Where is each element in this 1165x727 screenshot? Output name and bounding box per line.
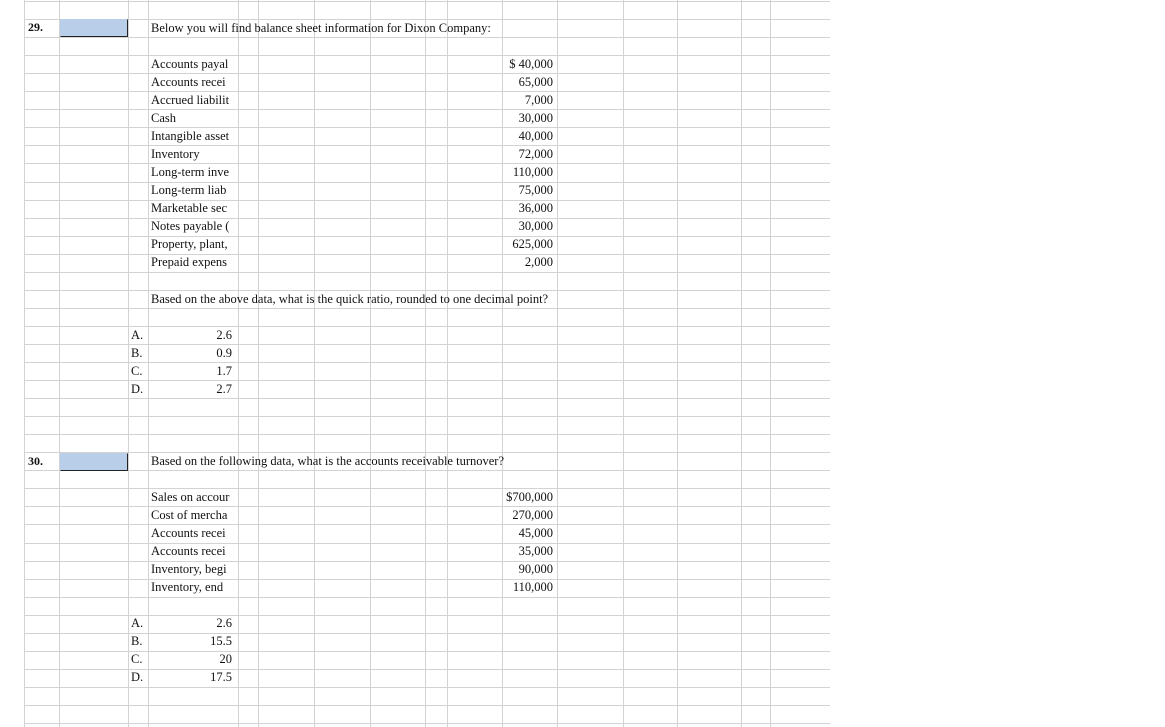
item-value: 90,000 [518, 562, 553, 576]
grid-col-line [314, 0, 315, 727]
grid-row-line [24, 1, 830, 2]
grid-col-line [741, 0, 742, 727]
question-text: Based on the above data, what is the quick ratio, rounded to one decimal point? [151, 292, 549, 306]
grid-row-line [24, 73, 830, 74]
item-label: Inventory [151, 147, 200, 161]
grid-row-line [24, 416, 830, 417]
choice-letter: C. [131, 364, 143, 378]
choice-value[interactable]: 15.5 [210, 634, 232, 648]
grid-row-line [24, 109, 830, 110]
grid-row-line [24, 127, 830, 128]
grid-col-line [238, 0, 239, 727]
grid-row-line [24, 218, 830, 219]
grid-row-line [24, 488, 830, 489]
choice-letter: B. [131, 634, 143, 648]
choice-letter: A. [131, 616, 144, 630]
item-label: Accounts recei [151, 75, 226, 89]
question-number: 29. [28, 20, 43, 34]
grid-row-line [24, 163, 830, 164]
item-label: Accounts recei [151, 526, 226, 540]
item-label: Long-term inve [151, 165, 230, 179]
item-label: Sales on accour [151, 490, 230, 504]
item-label: Inventory, end [151, 580, 224, 594]
choice-letter: B. [131, 346, 143, 360]
item-value: 2,000 [524, 255, 553, 269]
grid-col-line [258, 0, 259, 727]
item-value: 625,000 [512, 237, 553, 251]
grid-row-line [24, 37, 830, 38]
item-value: 40,000 [518, 129, 553, 143]
item-label: Long-term liab [151, 183, 227, 197]
grid-row-line [24, 55, 830, 56]
grid-col-line [425, 0, 426, 727]
item-value: 30,000 [518, 111, 553, 125]
grid-row-line [24, 308, 830, 309]
item-value: $700,000 [506, 490, 553, 504]
choice-letter: D. [131, 670, 144, 684]
grid-row-line [24, 524, 830, 525]
grid-col-line [24, 0, 25, 727]
grid-row-line [24, 200, 830, 201]
choice-value[interactable]: 2.7 [216, 382, 232, 396]
grid-row-line [24, 579, 830, 580]
item-label: Prepaid expens [151, 255, 228, 269]
item-label: Accrued liabilit [151, 93, 230, 107]
question-number: 30. [28, 454, 43, 468]
grid-row-line [24, 434, 830, 435]
item-label: Intangible asset [151, 129, 230, 143]
choice-letter: A. [131, 328, 144, 342]
grid-col-line [59, 0, 60, 727]
item-value: 110,000 [512, 165, 553, 179]
grid-col-line [623, 0, 624, 727]
choice-value[interactable]: 2.6 [216, 328, 232, 342]
grid-row-line [24, 145, 830, 146]
choice-value[interactable]: 1.7 [216, 364, 232, 378]
choice-value[interactable]: 2.6 [216, 616, 232, 630]
answer-input-29[interactable] [60, 19, 128, 37]
grid-row-line [24, 91, 830, 92]
item-value: 35,000 [518, 544, 553, 558]
blank-margin [830, 0, 1165, 727]
grid-col-line [770, 0, 771, 727]
item-label: Marketable sec [151, 201, 228, 215]
item-value: 270,000 [512, 508, 553, 522]
grid-col-line [128, 0, 129, 727]
item-label: Notes payable ( [151, 219, 230, 233]
choice-letter: C. [131, 652, 143, 666]
item-value: 7,000 [524, 93, 553, 107]
grid-row-line [24, 561, 830, 562]
choice-letter: D. [131, 382, 144, 396]
item-label: Accounts payal [151, 57, 229, 71]
grid-row-line [24, 597, 830, 598]
choice-value[interactable]: 20 [219, 652, 232, 666]
item-value: 110,000 [512, 580, 553, 594]
choice-value[interactable]: 17.5 [210, 670, 232, 684]
grid-row-line [24, 705, 830, 706]
item-value: $ 40,000 [509, 57, 553, 71]
grid-row-line [24, 236, 830, 237]
choice-value[interactable]: 0.9 [216, 346, 232, 360]
grid-row-line [24, 398, 830, 399]
grid-row-line [24, 506, 830, 507]
item-label: Property, plant, [151, 237, 228, 251]
grid-col-line [370, 0, 371, 727]
grid-col-line [447, 0, 448, 727]
item-label: Cash [151, 111, 176, 125]
question-prompt: Based on the following data, what is the accounts receivable turnover? [151, 454, 505, 468]
item-value: 75,000 [518, 183, 553, 197]
item-value: 72,000 [518, 147, 553, 161]
grid-col-line [557, 0, 558, 727]
answer-input-30[interactable] [60, 453, 128, 471]
grid-row-line [24, 470, 830, 471]
item-label: Accounts recei [151, 544, 226, 558]
grid-row-line [24, 182, 830, 183]
item-value: 45,000 [518, 526, 553, 540]
grid-row-line [24, 687, 830, 688]
grid-row-line [24, 543, 830, 544]
item-value: 30,000 [518, 219, 553, 233]
item-label: Inventory, begi [151, 562, 227, 576]
item-value: 36,000 [518, 201, 553, 215]
grid-row-line [24, 254, 830, 255]
question-prompt: Below you will find balance sheet information for Dixon Company: [151, 21, 491, 35]
grid-row-line [24, 723, 830, 724]
grid-row-line [24, 272, 830, 273]
item-value: 65,000 [518, 75, 553, 89]
grid-col-line [677, 0, 678, 727]
item-label: Cost of mercha [151, 508, 228, 522]
